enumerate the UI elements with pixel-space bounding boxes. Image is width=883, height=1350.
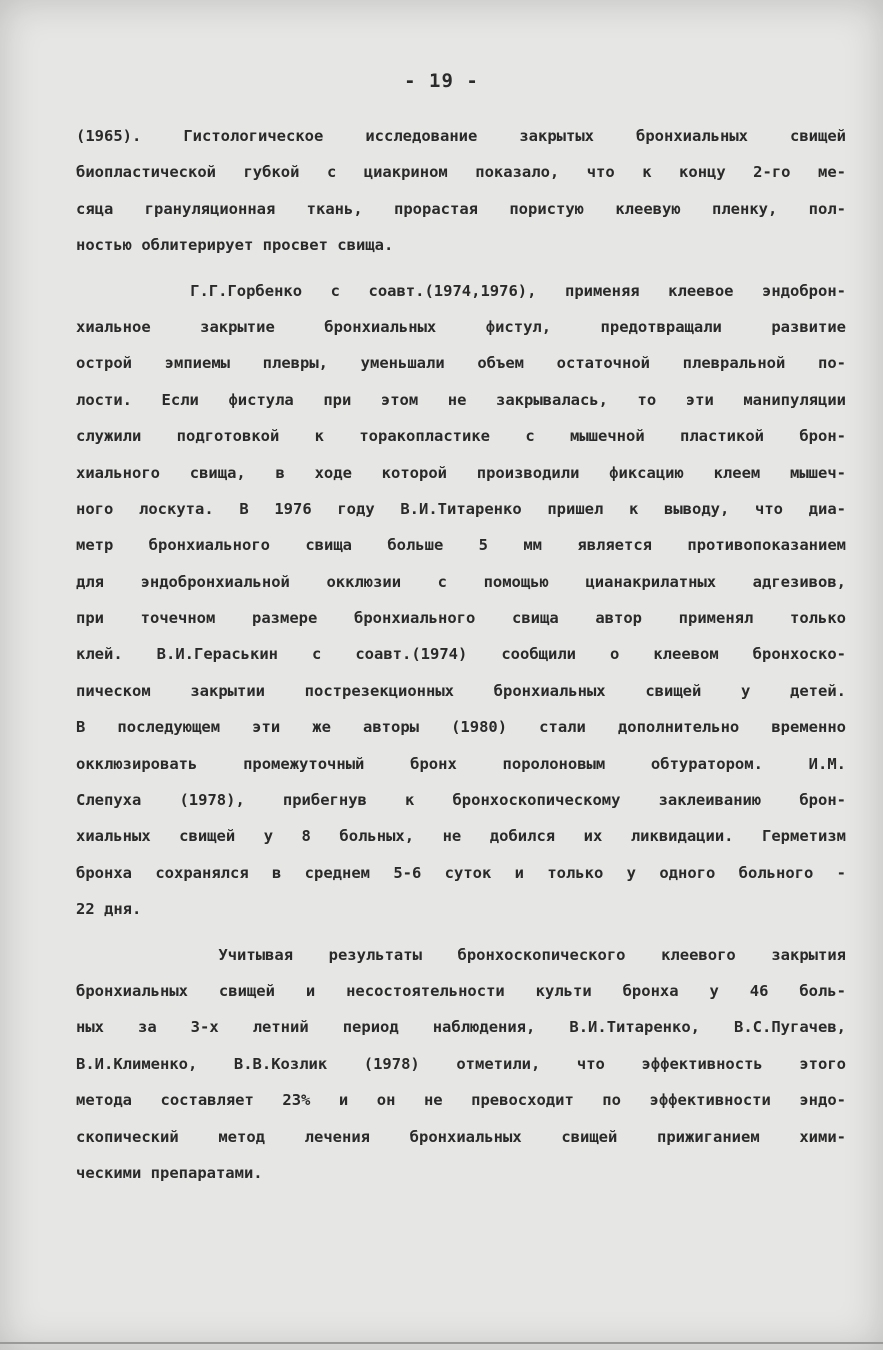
text-line: лости. Если фистула при этом не закрывалась, то эти манипуляции	[76, 390, 846, 409]
text-line: ных за 3-х летний период наблюдения, В.И.Титаренко, В.С.Пугачев,	[76, 1018, 846, 1037]
text-line: хиальное закрытие бронхиальных фистул, предотвращали развитие	[76, 317, 846, 336]
body-text	[76, 118, 846, 1191]
text-line: острой эмпиемы плевры, уменьшали объем остаточной плевральной по-	[76, 354, 846, 373]
text-line: В.И.Клименко, В.В.Козлик (1978) отметили, что эффективность этого	[76, 1054, 846, 1073]
text-line: (1965). Гистологическое исследование закрытых бронхиальных свищей	[76, 127, 846, 145]
text-line: биопластической губкой с циакрином показало, что к концу 2-го ме-	[76, 163, 846, 182]
text-line: окклюзировать промежуточный бронх поролоновым обтуратором. И.М.	[76, 754, 846, 773]
scan-bottom-edge	[0, 1342, 883, 1344]
text-line: бронхиальных свищей и несостоятельности культи бронха у 46 боль-	[76, 981, 846, 1000]
text-line: метр бронхиального свища больше 5 мм является противопоказанием	[76, 536, 846, 555]
page-number: - 19 -	[404, 70, 479, 92]
text-line: метода составляет 23% и он не превосходит по эффективности эндо-	[76, 1091, 846, 1110]
text-line: В последующем эти же авторы (1980) стали дополнительно временно	[76, 718, 846, 737]
text-line: Учитывая результаты бронхоскопического клеевого закрытия	[76, 945, 846, 964]
paragraph-gap	[76, 928, 846, 937]
paragraph-gap	[76, 264, 846, 273]
text-line: пическом закрытии пострезекционных бронхиальных свищей у детей.	[76, 681, 846, 700]
text-line: бронха сохранялся в среднем 5-6 суток и только у одного больного -	[76, 863, 846, 882]
text-line: при точечном размере бронхиального свища автор применял только	[76, 609, 846, 628]
text-line: клей. В.И.Гераськин с соавт.(1974) сообщили о клеевом бронхоско-	[76, 645, 846, 664]
text-line: ностью облитерирует просвет свища.	[76, 236, 394, 255]
text-line: скопический метод лечения бронхиальных свищей прижиганием хими-	[76, 1127, 846, 1146]
text-line: сяца грануляционная ткань, прорастая пористую клеевую пленку, пол-	[76, 199, 846, 218]
text-line: для эндобронхиальной окклюзии с помощью цианакрилатных адгезивов,	[76, 572, 846, 591]
text-line: 22 дня.	[76, 900, 142, 919]
text-line: Слепуха (1978), прибегнув к бронхоскопическому заклеиванию брон-	[76, 791, 846, 810]
text-line: ного лоскута. В 1976 году В.И.Титаренко пришел к выводу, что диа-	[76, 499, 846, 518]
text-line: хиальных свищей у 8 больных, не добился их ликвидации. Герметизм	[76, 827, 846, 846]
text-line: Г.Г.Горбенко с соавт.(1974,1976), применяя клеевое эндоброн-	[76, 281, 846, 300]
text-line: служили подготовкой к торакопластике с мышечной пластикой брон-	[76, 427, 846, 446]
text-line: ческими препаратами.	[76, 1163, 263, 1182]
text-line: хиального свища, в ходе которой производили фиксацию клеем мышеч-	[76, 463, 846, 482]
